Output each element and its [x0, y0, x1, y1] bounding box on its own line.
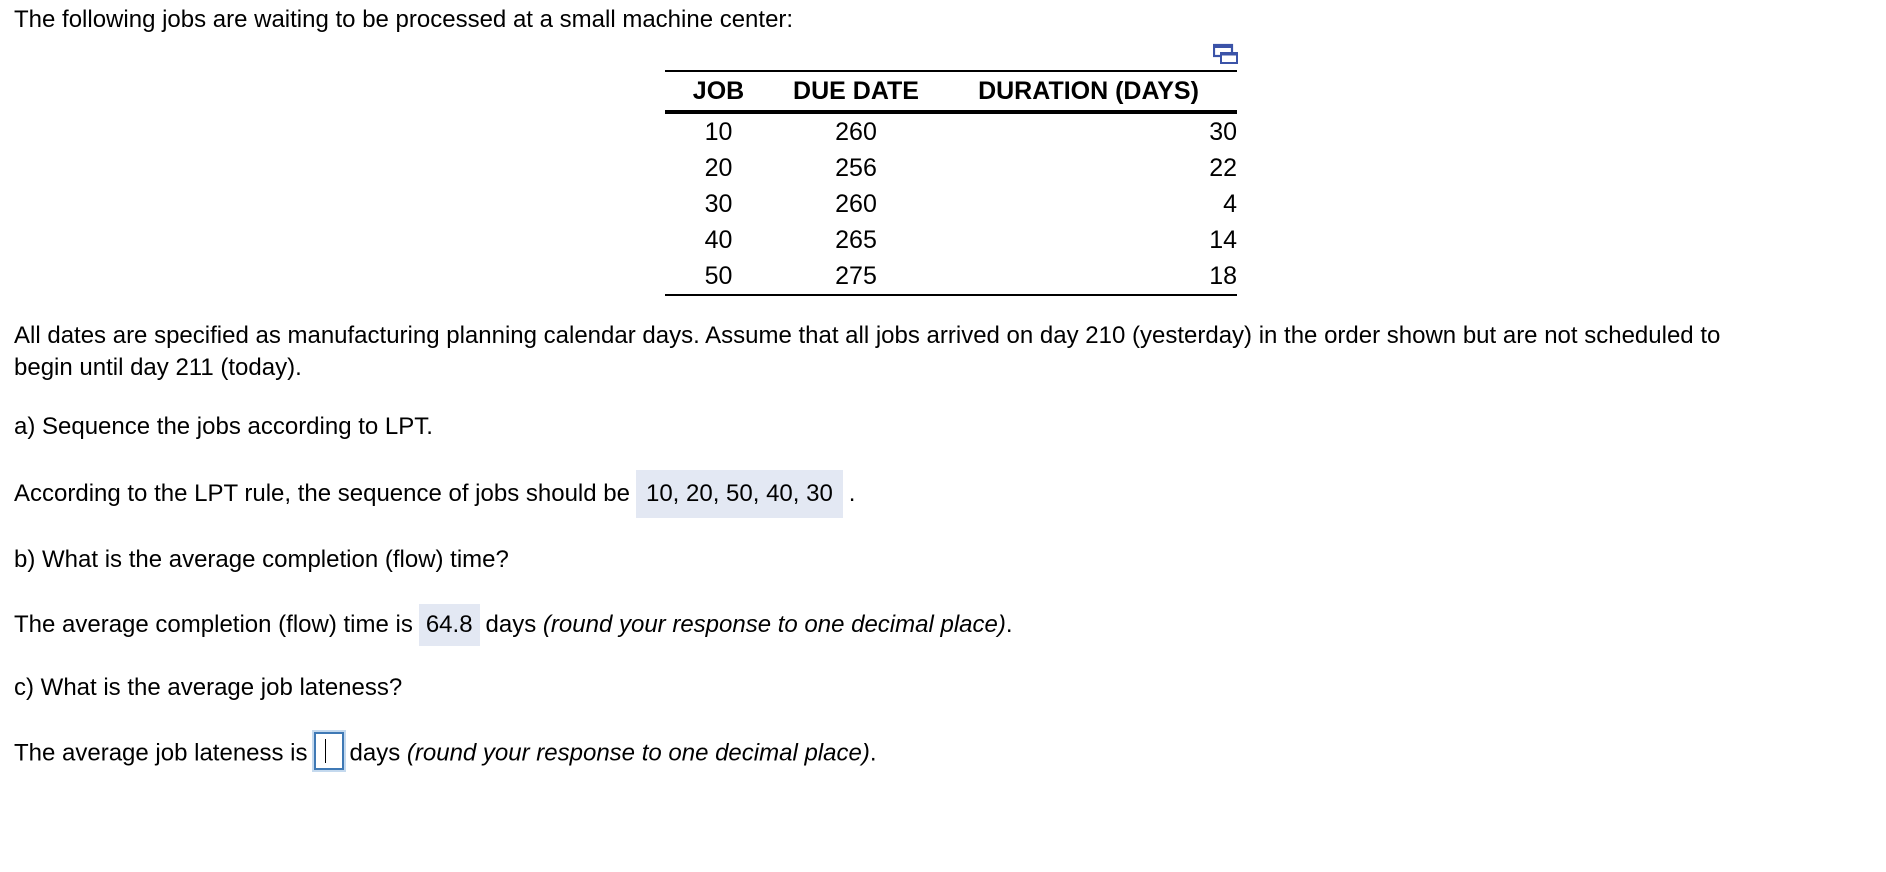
- jobs-table-container: [665, 70, 1237, 296]
- cell-job: 10: [704, 117, 733, 146]
- table-header-row: [665, 71, 1237, 112]
- part-b-answer-box[interactable]: 64.8: [419, 604, 480, 646]
- cell-due: 256: [835, 153, 877, 182]
- cell-due: 265: [835, 225, 877, 254]
- intro-text: The following jobs are waiting to be processed at a small machine center:: [14, 6, 794, 33]
- part-c-answer-unit: days: [349, 739, 401, 767]
- part-c-answer-line: [14, 735, 877, 773]
- header-job: JOB: [665, 71, 772, 112]
- cell-job: 20: [704, 153, 733, 182]
- cell-duration: [940, 222, 1237, 258]
- part-a-answer-line: [14, 470, 855, 518]
- cell-duration: [940, 150, 1237, 186]
- part-a-answer-prefix: According to the LPT rule, the sequence of jobs should be: [14, 480, 630, 507]
- part-c-question: c) What is the average job lateness?: [14, 674, 403, 701]
- part-c-answer-note: (round your response to one decimal place): [406, 739, 870, 767]
- cell-due: 275: [772, 258, 940, 295]
- cell-job: 30: [704, 189, 733, 218]
- table-row: [665, 112, 1237, 150]
- cell-job: 50: [665, 258, 772, 295]
- table-row: [665, 150, 1237, 186]
- part-b-answer-suffix: .: [1005, 611, 1013, 638]
- cell-duration-value: 18: [1209, 261, 1237, 290]
- part-a-answer-suffix: .: [848, 480, 856, 507]
- header-due-date: DUE DATE: [772, 71, 940, 112]
- part-c-answer-suffix: .: [869, 739, 877, 767]
- cell-duration-value: 4: [1223, 189, 1237, 218]
- cell-due: 260: [835, 117, 877, 146]
- text-caret: [325, 739, 326, 763]
- assumption-line-2: begin until day 211 (today).: [14, 354, 302, 381]
- table-row: [665, 258, 1237, 295]
- part-b-answer-line: [14, 604, 1013, 646]
- cell-duration-value: 14: [1209, 225, 1237, 254]
- cell-duration: [940, 112, 1237, 150]
- part-b-answer-unit: days: [485, 611, 537, 638]
- header-duration: DURATION (DAYS): [940, 71, 1237, 112]
- part-c-answer-prefix: The average job lateness is: [14, 739, 308, 767]
- part-b-answer-note: (round your response to one decimal place): [542, 611, 1006, 638]
- assumption-line-1: All dates are specified as manufacturing planning calendar days. Assume that all jobs arrived on day 210 (yesterday) in the order shown but are not scheduled to: [14, 322, 1721, 349]
- cell-duration-value: 22: [1209, 153, 1237, 182]
- cell-duration: [940, 186, 1237, 222]
- cell-duration-value: 30: [1209, 117, 1237, 146]
- cell-duration: [940, 258, 1237, 295]
- jobs-table: [665, 70, 1237, 296]
- part-b-answer-prefix: The average completion (flow) time is: [14, 611, 413, 638]
- average-lateness-input[interactable]: [314, 732, 344, 770]
- cell-due: 260: [835, 189, 877, 218]
- table-row: [665, 222, 1237, 258]
- part-a-answer-box[interactable]: 10, 20, 50, 40, 30: [636, 470, 843, 518]
- copy-table-icon[interactable]: [1213, 43, 1239, 65]
- part-a-question: a) Sequence the jobs according to LPT.: [14, 413, 433, 440]
- table-row: [665, 186, 1237, 222]
- cell-job: 40: [704, 225, 733, 254]
- part-b-question: b) What is the average completion (flow) time?: [14, 546, 509, 573]
